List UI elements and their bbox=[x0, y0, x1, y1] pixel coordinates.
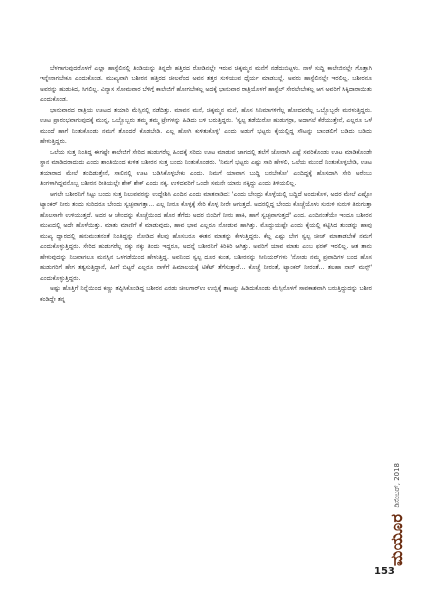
article-paragraph-2: ಭಾನುವಾರದ ರಾತ್ರಿಯ ಊಟದ ತಯಾರಿ ಮೆಸ್ಸಿನಲ್ಲಿ ನಡೆದಿತ್ತು. ಮಾವನ ಮನೆ, ಚಿಕ್ಕಮ್ಮನ ಮನೆ, ಹೊಸ ಸಿನಿಮಾಗಳಿಗೆಲ್ಲ ಹೋದವರೆಲ್ಲ ಒಬ್ಬೊಬ್ಬರೇ ಮರಳುತ್ತಿದ್ದರು. ಊಟ ಪ್ರಾರಂಭವಾಗುವುದಕ್ಕೆ ಮುನ್ನ, ಒಬ್ಬೊಬ್ಬರು ತಮ್ಮ ತಮ್ಮ ಟ್ರೇಗಳನ್ನು ಹಿಡಿದು ಬಳಿ ಬರುತ್ತಿದ್ದರು. 'ಸ್ವಲ್ಪ ತಡೆಯಿರೋ ಹುಡುಗರ್ರಾ, ಅದಾಗಲೆ ಕೆರೆಯುತ್ತೇನೆ, ಎಲ್ಲರೂ ಒಳೆ ಮುಂದೆ ಹಾಗೆ ನಿಂತುಕೊಂಡು ನಮಗೆ ತೊಂದರೆ ಕೊಡಬೇಡಿ. ಎಲ್ಲ ಹೋಗಿ ಕುಳಿತುಕೊಳ್ಳಿ' ಎಂದು ಅಡುಗೆ ಭಟ್ಟರು ಕೈಯಲ್ಲಿದ್ದ ಸೌಟನ್ನು ಬಾಂಡಲಿಗೆ ಬಡಿದು ಬಡಿದು ಹೇಳುತ್ತಿದ್ದರು. bbox=[40, 106, 372, 146]
article-paragraph-5: ಅಷ್ಟು ಹೊತ್ತಿಗೆ ನಿನ್ನೆಯಿಂದ ಕಣ್ಣು ತಪ್ಪಿಸಿಕೊಂಡಿದ್ದ ಬಶೀರನ ಎರಡು ಚೀಲಗಾರ್‌ಉ ಉಬ್ಬಿಕ್ಕೆ ತಾಟನ್ನು ಹಿಡಿದುಕೊಂಡು ಮೆಸ್ಸಿನೊಳಗೆ ಸಾವಕಾಶವಾಗಿ ಬರುತ್ತಿದ್ದುದನ್ನು ಬಶೀರ ಕಂಡಿದ್ದೇ ತನ್ನ bbox=[40, 285, 372, 303]
magazine-logo: ಮಯೂರ bbox=[387, 513, 406, 566]
page-number: 153 bbox=[374, 566, 395, 577]
magazine-sidebar bbox=[384, 426, 410, 566]
article-paragraph-1: ಬೆಳಗಾಗುವುದರೊಳಗೆ ಎಲ್ಲಾ ಹಾಸ್ಟೆಲಿನಲ್ಲಿ ತಿಂಡಿಯನ್ನು ತಿನ್ನದೇ ಹತ್ತಿರದ ರೋಡಿನಲ್ಲೇ ಇರುವ ಚಿಕ್ಕಮ್ಮನ ಮನೆಗೆ ನಡೆದುಬಿಟ್ಟಳು. ನಾಳೆ ಸುದ್ದಿ ಕಾಲೇಜಿನಲ್ಲೇ ಗೊತ್ತಾಗಿ ಇನ್ನೇನಾಗಬೇಕೂ ಎಂದುಕೊಂಡ. ಮುಖ್ಯವಾಗಿ ಬಶೀರನ ಹತ್ತಿರದ ಚೀಲವೆಂದ ಅವನ ತತ್ತರ ಸುಳಿಯುವ ಧೈರ್ಯ ಮಾಡಬಲ್ಲೆ. ಅವರು ಹಾಸ್ಟೆಲಿನಲ್ಲೇ ಇರಲಿಲ್ಲ. ಬಶೀರನೂ ಅವರನ್ನು ಹುಡುಕಿದ, ಸಿಗಲಿಲ್ಲ. ವಿನ್ಯಾಸ ಸೋಮವಾರ ಬೆಳಿಗ್ಗೆ ಕಾಲೇಜಿಗೆ ಹೋಗಬೇಕಲ್ಲ ಅದಕ್ಕೆ ಭಾನುವಾರ ರಾತ್ರಿಯೊಳಗೆ ಹಾಸ್ಟೆಲ್ ಸೇರಲೇಬೇಕಲ್ಲ ಆಗ ಅವರಿಗೆ ಸಿಕ್ಕಿದಾರಾಯಿತು ಎಂದುಕೊಂಡ. bbox=[40, 65, 372, 104]
article-paragraph-3: ಒಲೆಯ ಸುತ್ತ ನಿಂತಿದ್ದ ಈಗಷ್ಟೇ ಕಾಲೇಜಿಗೆ ಸೇರಿದ ಹುಡುಗರೆಲ್ಲ ಹಿಂದಕ್ಕೆ ಸರಿದು ಊಟ ಮಾಡುವ ಜಾಗದಲ್ಲಿ ತಲೆಗೆ ಜೋರಾಗಿ ಎಷ್ಟೆ ಸವರಿಕೊಂಡು ಊಟ ಮಾಡಿಕೊಂಡೇ ಸ್ಥಾನ ಮಾಡಿದರಾದುದು ಎಂದು ಶಾಂತಿಯಿಂದ ಕುಳಿತ ಬಶೀರನ ಸುತ್ತ ಬಂದು ನಿಂತುಕೊಂಡರು. 'ನಿಮಗೆ ಭಟ್ಟರು ಎಷ್ಟು ಸಾರಿ ಹೇಳಲಿ, ಒಲೆಯ ಮುಂದೆ ನಿಂತುಕೊಳ್ಳಬೇಡಿ, ಊಟ ತಯಾರಾದ ಮೇಲೆ ತಂದಿಡುತ್ತೇನೆ, ಸಾಲಿನಲ್ಲಿ ಊಟ ಬಡಿಸಿಕೊಳ್ಳಬೇಕು ಎಂದು. ನಿಮಗೆ ಯಾವಾಗ ಬುದ್ಧಿ ಬರಬೇಕೋ' ಎಂದಿದ್ದಕ್ಕೆ ಹೊಸದಾಗಿ ಸೇರಿ ಅರೆಂಬು ತಿಂಗಳಾಗಿದ್ದವನೊಬ್ಬ ಬಶೀರನ ರೀತಿಯಲ್ಲೇ ಶೇಕ್ ಶೇಕ್ ಎಂದು ನಕ್ಕ. ಉಳಿದವರಿಗೆ ಒಂದೇ ಸಮನೇ ಯಾರು ನಕ್ಕಿದ್ದು ಎಂದು ತಿಳಿಯಲಿಲ್ಲ. bbox=[40, 148, 372, 188]
article-body bbox=[40, 64, 372, 594]
sidebar-rotated-group bbox=[384, 426, 410, 566]
article-paragraph-4: ಆಗಲೇ ಬಶೀರನಿಗೆ ಸಿಟ್ಟು ಬಂದು ಸುತ್ತ ನಿಲುವವರನ್ನು ಉದ್ದೇಶಿಸಿ ಎಂದಿನ ಎಂದು ಮಾತನಾಡಿದ: 'ಎಂದು ಬೇಂದ್ರು ಕೊಳ್ಳೆಯಲ್ಲಿ ಬದ್ದಿದೆ ಅಂದುಕೊಳ, ಅದರ ಮೇಲೆ ಎಷ್ಟೋ ಟ್ಯಾಂಕರ್ ನೀರು ತಂದು ಸುರಿದರೂ ಬೇಂದು ಸ್ವಚ್ಛವಾಗತ್ತಾ... ಎಲ್ಲ ನೀರೂ ಕೊಳ್ಳಕ್ಕೆ ಸೇರಿ ಕೊಳ್ಳ ನೀರೇ ಆಗುತ್ತದೆ. ಅದರಲ್ಲಿದ್ದ ಬೇಂದು ಕೊಚ್ಚೆಯೊಳು ಸುರುಳಿ ಸುರುಳಿ ತಿರುಗುತ್ತಾ ಹೊಲಸಾಗೇ ಉಳಿಯುತ್ತದೆ. ಅದರ ಆ ಚೇಂದನ್ನು ಕೊಚ್ಚೆಯಿಂದ ಹೊರ ತೆಗೆದು ಅದರ ಬಿಂದಿಗೆ ನೀರು ಹಾಕಿ, ಹಾಗೆ ಸ್ವಚ್ಛವಾಗುತ್ತದೆ' ಎಂದ. ಎಂದಿನಂತೆಯೇ ಇಂದೂ ಬಶೀರನ ಮುಖದಲ್ಲಿ ಅದೇ ಹೊಳೆಯಿತ್ತು. ಮಾತು ಮಾಣಿಗೆ ಕೆ ಮಾಡುವುದು, ಹಾವ ಭಾವ ಎಲ್ಲರೂ ನೋಡುವ ಹಾಗಿತ್ತು. ಮೊದ್ದುಯಷ್ಟೇ ಎಂದು ಕೈಯಲ್ಲಿ ಕಟ್ಟಿಸಿದ ತುಂಡನ್ನು ಹಾವು ಮುಖ್ಯ ದ್ವಾರದಲ್ಲಿ ಹನುಮಂತನಂತೆ ನಿಂತಿದ್ದನ್ನು ನೋಡಿದ ಕೆಲವು ಹೊಸಬರೂ ಈತನ ಮಾತನ್ನು ಕೇಳುತ್ತಿದ್ದರು. ಕೆಲ್ಲ ಎಷ್ಟು ಬೇಗ ಸ್ವಲ್ಪ ಚೀಜ್ ಮಾತಾಡಬೇಕೆ ನಮಗೆ ಎಂದುಕೊಳ್ಳುತ್ತಿದ್ದರು. ಸೇರಿದ ಹುಡುಗರೆಲ್ಲ ನಕ್ಕು ನಕ್ಕು ತಿಂದು ಇದ್ದರೂ, ಅದನ್ನೆ ಬಶೀರನಿಗೆ ಕಿರಿಕಿರಿ ಆಗಿತ್ತು. ಅವರಿಗೆ ಯಾವ ಮಾತು ಎಂಬ ಫರಕ್ ಇರಲಿಲ್ಲ. ಆತ ತಾನು ಹೇಳುವುದನ್ನು ನಿಜವಾಗಲೂ ಮನಸ್ಸಿನ ಒಳಗಡೆಯಿಂದ ಹೇಳುತ್ತಿದ್ದ. ಅವನಿಂದ ಸ್ವಲ್ಪ ದೂರ ಕುಂತ, ಬಶೀರನನ್ನು ಸೀನಿಯರ್‌ಗಳು 'ನೋಡು ನಮ್ಮ ಪ್ರವಾದಿಗಳ ಬಂದ ಹೊಸ ಹುಡುಗರಿಗೆ ಹೇಗ ತತ್ವಸುತ್ತಿದ್ದಾನೆ, ಹೀಗೆ ಬಿಟ್ಟರೆ ಎಲ್ಲರೂ ನಾಳೆಗೆ ಹಿಮಾಲಯಕ್ಕೆ ಟಿಕೆಟ್ ತೆಗೆಸುತ್ತಾರೆ... ಕೊಚ್ಚೆ ನೀರಂತೆ, ಟ್ಯಾಂಕರ್ ನೀರಂತೆ... ತಲಹಾ ನಾನ್ ಮನ್ಸ್' ಎಂದುಕೊಳ್ಳುತ್ತಿದ್ದರು. bbox=[40, 190, 372, 282]
issue-date: ಡಿಸೆಂಬರ್, 2018 bbox=[392, 462, 401, 508]
